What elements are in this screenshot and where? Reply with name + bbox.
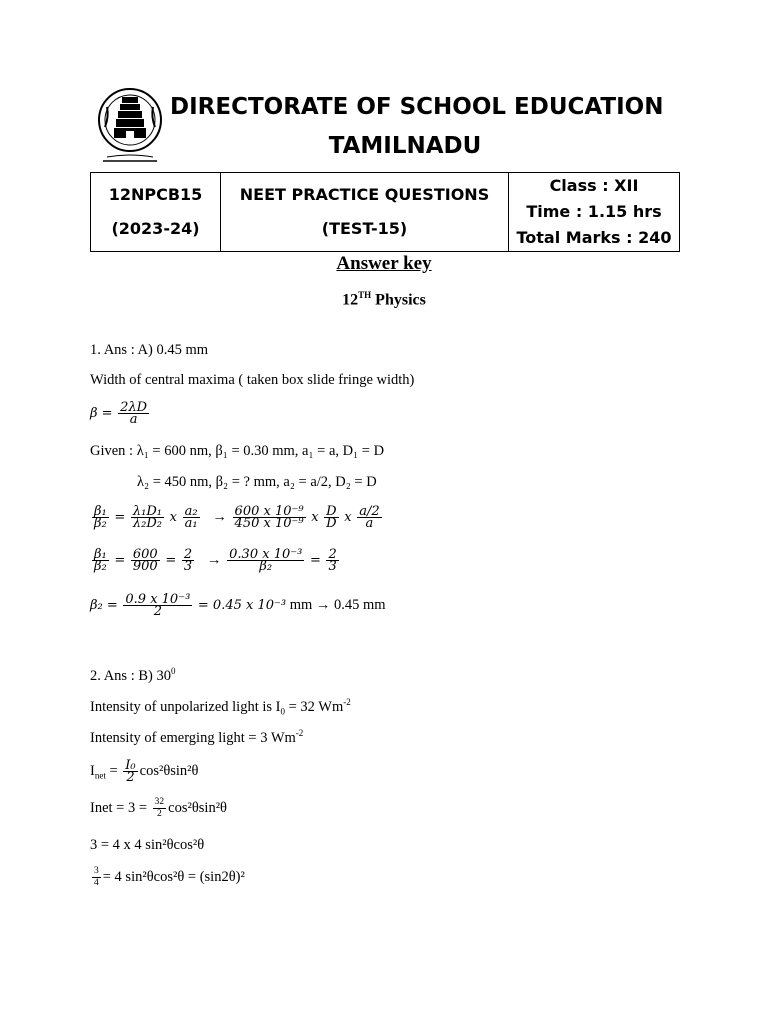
q2-line-4: Inet = 3 = $\frac{32}{2}$ cos²θsin²θ [90, 797, 227, 819]
q1-given-2: λ₂ = 450 nm, β₂ = ? mm, a₂ = a/2, D₂ = D [137, 474, 377, 490]
q1-simplify-step: $\frac{\text{β₁}}{\text{β₂}}$ = $\frac{600}{900}$ = $\frac{2}{3}$ → $\frac{\text{0.30 x 10⁻³}}{\text{β₂}}$ = $\frac{2}{3}$ [94, 547, 337, 574]
q2-line-1 [90, 697, 351, 717]
q2-answer-degree: 0 [170, 666, 176, 676]
q2-line-6: $\frac{3}{4}$ = 4 sin²θcos²θ = (sin2θ)² [94, 866, 245, 888]
marks-label: Total Marks : 240 [516, 228, 672, 247]
q2-line-1-value: = 32 Wm [284, 698, 344, 715]
subject-heading [0, 290, 768, 309]
subject-grade: 12 [342, 291, 359, 309]
q2-line-1-unit-power: -2 [343, 697, 351, 707]
test-title-cell [221, 173, 509, 252]
answer-key-heading: Answer key [336, 253, 432, 274]
title-line-2: TAMILNADU [328, 133, 482, 159]
q1-result: β₂ = $\frac{\text{0.9 x 10⁻³}}{2}$ = 0.45 x 10⁻³ mm → 0.45 mm [90, 592, 386, 619]
subject-grade-suffix: TH [358, 290, 372, 300]
tamilnadu-emblem-icon [95, 87, 165, 165]
test-title: NEET PRACTICE QUESTIONS [239, 185, 490, 204]
test-number: (TEST-15) [321, 219, 408, 238]
subject-name: Physics [371, 291, 426, 309]
class-label: Class : XII [549, 176, 639, 195]
test-code: 12NPCB15 [108, 185, 203, 204]
code-cell [91, 173, 221, 252]
q2-line-2-unit-power: -2 [295, 728, 304, 738]
q2-line-1-text: Intensity of unpolarized light is I [90, 698, 281, 715]
q2-line-5: 3 = 4 x 4 sin²θcos²θ [90, 837, 205, 853]
q2-line-2-text: Intensity of emerging light = 3 Wm [90, 729, 296, 746]
q2-answer [90, 666, 175, 685]
info-table [90, 172, 680, 252]
q1-description: Width of central maxima ( taken box slide fringe width) [90, 372, 415, 388]
document-title [170, 88, 664, 166]
time-label: Time : 1.15 hrs [526, 202, 662, 221]
q2-line-1-sub: 0 [280, 706, 285, 717]
q1-formula: β = $\frac{2\lambda D}{a}$ [90, 400, 148, 427]
q1-result-text: mm → 0.45 mm [289, 596, 386, 613]
q2-line-6-text: = 4 sin²θcos²θ = (sin2θ)² [102, 868, 245, 885]
q2-answer-text: 2. Ans : B) 30 [90, 667, 171, 684]
q1-given-1: Given : λ₁ = 600 nm, β₁ = 0.30 mm, a₁ = a, D₁ = D [90, 443, 385, 459]
q1-answer: 1. Ans : A) 0.45 mm [90, 342, 209, 358]
title-line-1: DIRECTORATE OF SCHOOL EDUCATION [170, 94, 664, 120]
q2-line-2 [90, 728, 303, 747]
q1-ratio-step: $\frac{\text{β₁}}{\text{β₂}}$ = $\frac{\text{λ₁D₁}}{\text{λ₂D₂}}$ x $\frac{\text{a₂}}{\text{a₁}}$ → $\frac{\text{600 x 10⁻⁹}}{\text{450 x 10⁻⁹}}$ x $\frac{D}{D}$ x $\frac{a/2}{a}$ [94, 504, 380, 531]
academic-year: (2023-24) [111, 219, 200, 238]
details-cell [509, 173, 680, 252]
q2-line-3: $I_{net}$ = $\frac{\text{I₀}}{2}$ cos²θsin²θ [90, 758, 199, 785]
